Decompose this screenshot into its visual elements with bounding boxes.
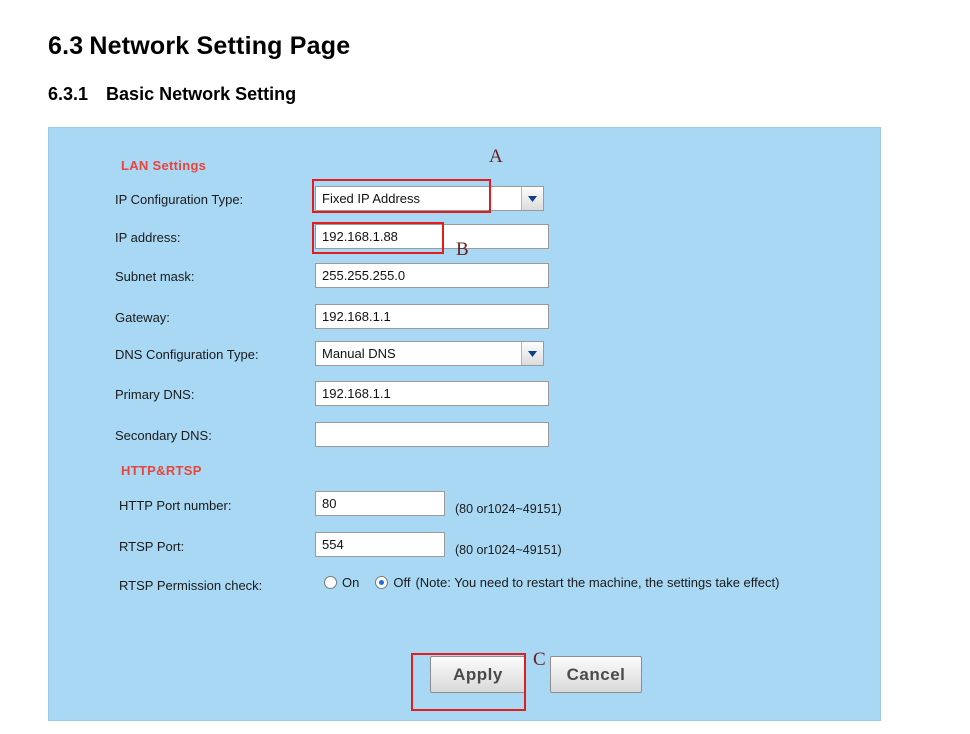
dns-config-type-label: DNS Configuration Type: (115, 347, 259, 362)
apply-button[interactable]: Apply (430, 656, 526, 693)
rtsp-port-label: RTSP Port: (119, 539, 185, 554)
rtsp-port-input[interactable] (315, 532, 445, 557)
rtsp-permission-on-radio[interactable] (324, 576, 337, 589)
http-port-label: HTTP Port number: (119, 498, 232, 513)
annotation-letter-b: B (456, 239, 469, 260)
annotation-letter-c: C (533, 649, 546, 670)
rtsp-permission-label: RTSP Permission check: (119, 578, 263, 593)
ip-address-label: IP address: (115, 230, 181, 245)
basic-network-form (49, 128, 882, 722)
chevron-down-icon[interactable] (521, 187, 543, 210)
http-port-input[interactable] (315, 491, 445, 516)
chevron-down-icon[interactable] (521, 342, 543, 365)
section-number: 6.3 (48, 32, 84, 60)
rtsp-port-hint: (80 or1024~49151) (455, 543, 562, 557)
subnet-mask-input[interactable] (315, 263, 549, 288)
gateway-input[interactable] (315, 304, 549, 329)
annotation-letter-a: A (489, 146, 503, 167)
primary-dns-input[interactable] (315, 381, 549, 406)
rtsp-permission-on-label: On (342, 575, 360, 590)
secondary-dns-input[interactable] (315, 422, 549, 447)
page-title (48, 32, 350, 61)
ip-config-type-select[interactable] (315, 186, 544, 211)
rtsp-permission-note: (Note: You need to restart the machine, the settings take effect) (415, 575, 780, 590)
dns-config-type-select[interactable] (315, 341, 544, 366)
ip-config-type-value: Fixed IP Address (322, 191, 421, 206)
subsection-title (48, 84, 296, 105)
dns-config-type-value: Manual DNS (322, 346, 396, 361)
rtsp-permission-off-radio[interactable] (375, 576, 388, 589)
ip-address-input[interactable] (315, 224, 549, 249)
secondary-dns-label: Secondary DNS: (115, 428, 212, 443)
primary-dns-label: Primary DNS: (115, 387, 195, 402)
network-settings-panel (48, 127, 881, 721)
ip-config-type-label: IP Configuration Type: (115, 192, 244, 207)
section-title: Network Setting Page (89, 32, 351, 60)
subsection-label: Basic Network Setting (106, 84, 297, 104)
subnet-mask-label: Subnet mask: (115, 269, 195, 284)
http-port-hint: (80 or1024~49151) (455, 502, 562, 516)
http-rtsp-heading: HTTP&RTSP (121, 463, 202, 478)
subsection-number: 6.3.1 (48, 84, 89, 104)
cancel-button[interactable]: Cancel (550, 656, 642, 693)
rtsp-permission-off-label: Off (393, 575, 411, 590)
gateway-label: Gateway: (115, 310, 170, 325)
rtsp-permission-radio-group[interactable] (324, 575, 779, 590)
lan-settings-heading: LAN Settings (121, 158, 207, 173)
